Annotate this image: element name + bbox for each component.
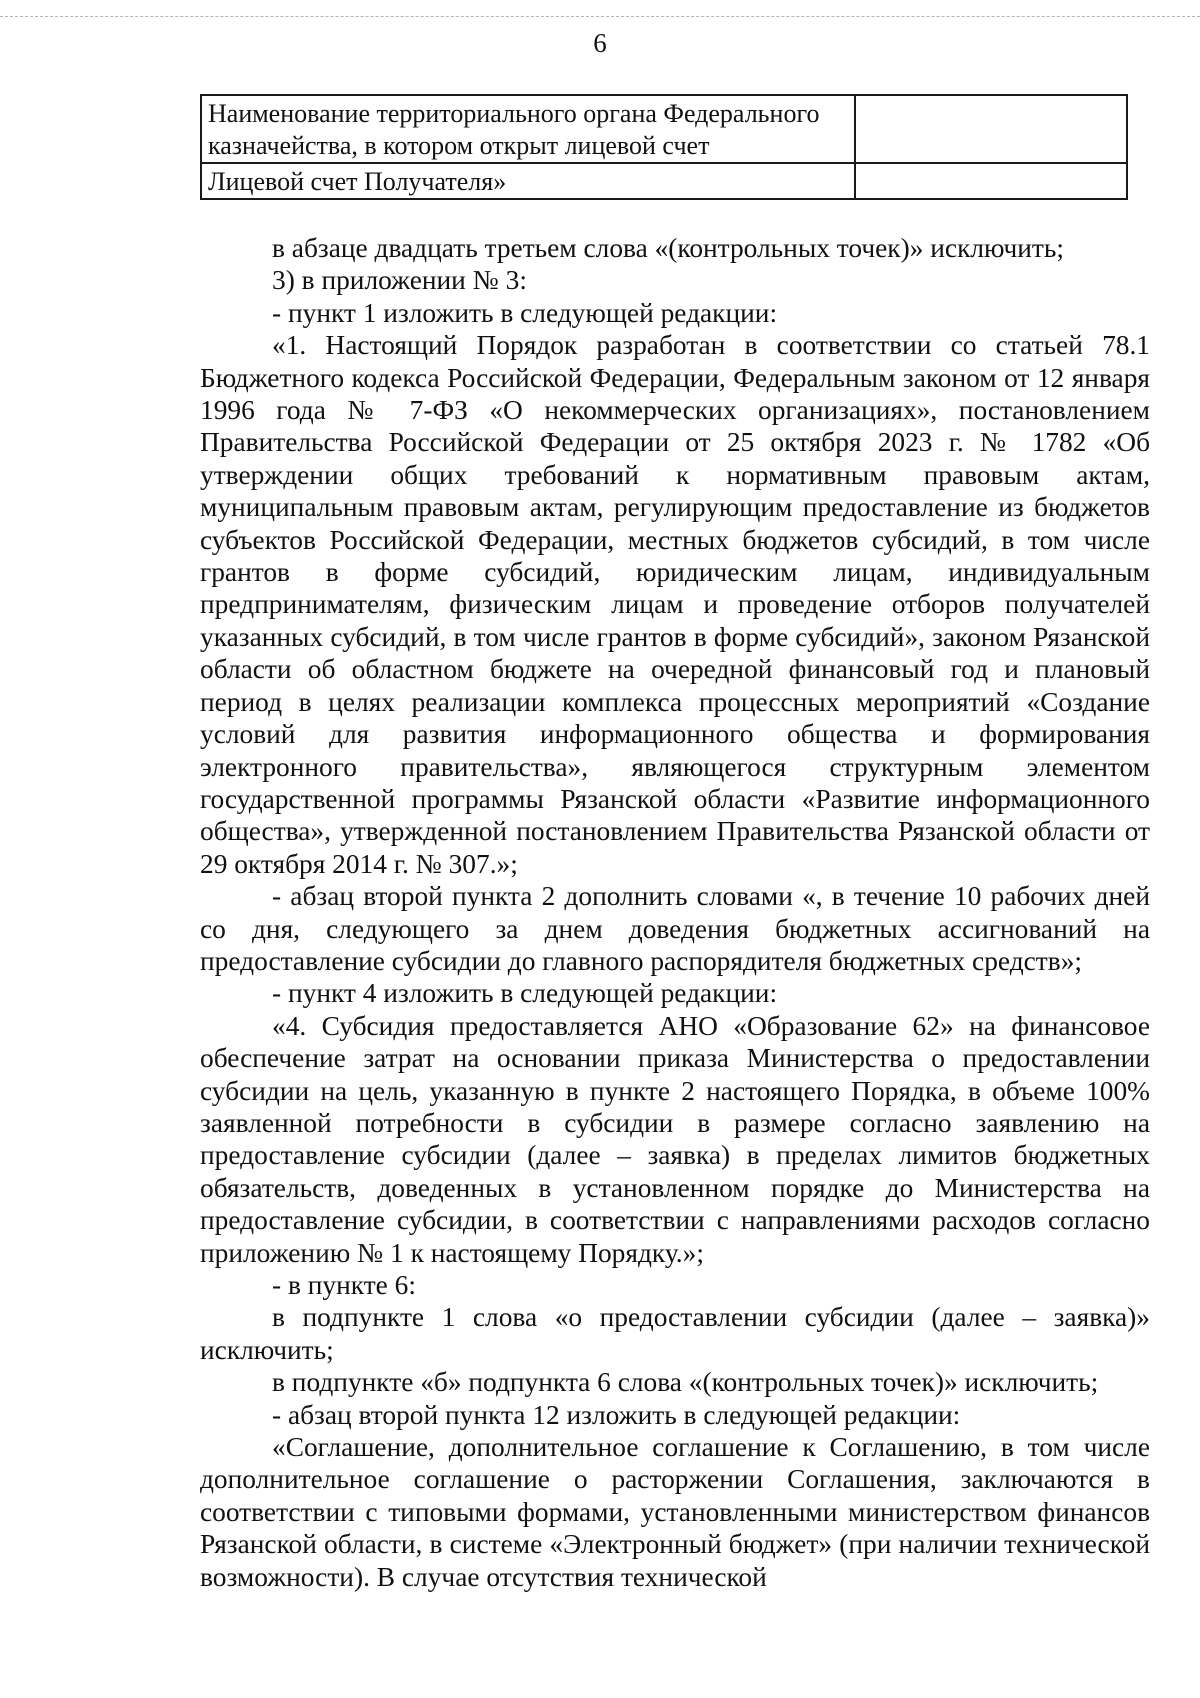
table-cell-label: Наименование территориального органа Федерального казначейства, в котором открыт лицевой счет	[201, 95, 855, 163]
paragraph: - пункт 4 изложить в следующей редакции:	[272, 978, 778, 1009]
paragraph: в подпункте 1 слова «о предоставлении субсидии (далее – заявка)» исключить;	[200, 1302, 1150, 1365]
table-cell-label: Лицевой счет Получателя»	[201, 163, 855, 199]
paragraph: в абзаце двадцать третьем слова «(контрольных точек)» исключить;	[272, 233, 1064, 263]
paragraph: «4. Субсидия предоставляется АНО «Образование 62» на финансовое обеспечение затрат на основании приказа Министерства о предоставлении субсидии на цель, указанную в пункте 2 настоящего Порядка, в объеме 100% заявленной потребности в субсидии в размере согласно заявлению на предоставление субсидии (далее – заявка) в пределах лимитов бюджетных обязательств, доведенных в установленном порядке до Министерства на предоставление субсидии, в соответствии с направлениями расходов согласно приложению № 1 к настоящему Порядку.»;	[200, 1010, 1150, 1268]
page-number: 6	[593, 28, 607, 58]
table-row	[201, 95, 1127, 163]
paragraph: «1. Настоящий Порядок разработан в соответствии со статьей 78.1 Бюджетного кодекса Российской Федерации, Федеральным законом от 12 января 1996 года № 7-ФЗ «О некоммерческих организациях», постановлением Правительства Российской Федерации от 25 октября 2023 г. № 1782 «Об утверждении общих требований к нормативным правовым актам, муниципальным правовым актам, регулирующим предоставление из бюджетов субъектов Российской Федерации, местных бюджетов субсидий, в том числе грантов в форме субсидий, юридическим лицам, индивидуальным предпринимателям, физическим лицам и проведение отборов получателей указанных субсидий, в том числе грантов в форме субсидий», законом Рязанской области об областном бюджете на очередной финансовый год и плановый период в целях реализации комплекса процессных мероприятий «Создание условий для развития информационного общества и формирования электронного правительства», являющегося структурным элементом государственной программы Рязанской области «Развитие информационного общества», утвержденной постановлением Правительства Рязанской области от 29 октября 2014 г. № 307.»;	[200, 330, 1150, 879]
table-cell-value	[855, 163, 1127, 199]
paragraph: «Соглашение, дополнительное соглашение к Соглашению, в том числе дополнительное соглашение о расторжении Соглашения, заключаются в соответствии с типовыми формами, установленными министерством финансов Рязанской области, в системе «Электронный бюджет» (при наличии технической возможности). В случае отсутствия технической	[200, 1432, 1150, 1592]
table-cell-value	[855, 95, 1127, 163]
recipient-details-table	[200, 94, 1128, 200]
paragraph: - в пункте 6:	[272, 1270, 416, 1300]
paragraph: 3) в приложении № 3:	[272, 265, 527, 296]
paragraph: - пункт 1 изложить в следующей редакции:	[272, 297, 778, 328]
document-body	[200, 232, 1150, 1593]
paragraph: в подпункте «б» подпункта 6 слова «(контрольных точек)» исключить;	[272, 1367, 1099, 1398]
paragraph: - абзац второй пункта 12 изложить в следующей редакции:	[272, 1399, 961, 1430]
scan-artifact-line	[0, 16, 1200, 17]
table-row	[201, 163, 1127, 199]
paragraph: - абзац второй пункта 2 дополнить словами «, в течение 10 рабочих дней со дня, следующего за днем доведения бюджетных ассигнований на предоставление субсидии до главного распорядителя бюджетных средств»;	[200, 881, 1150, 976]
